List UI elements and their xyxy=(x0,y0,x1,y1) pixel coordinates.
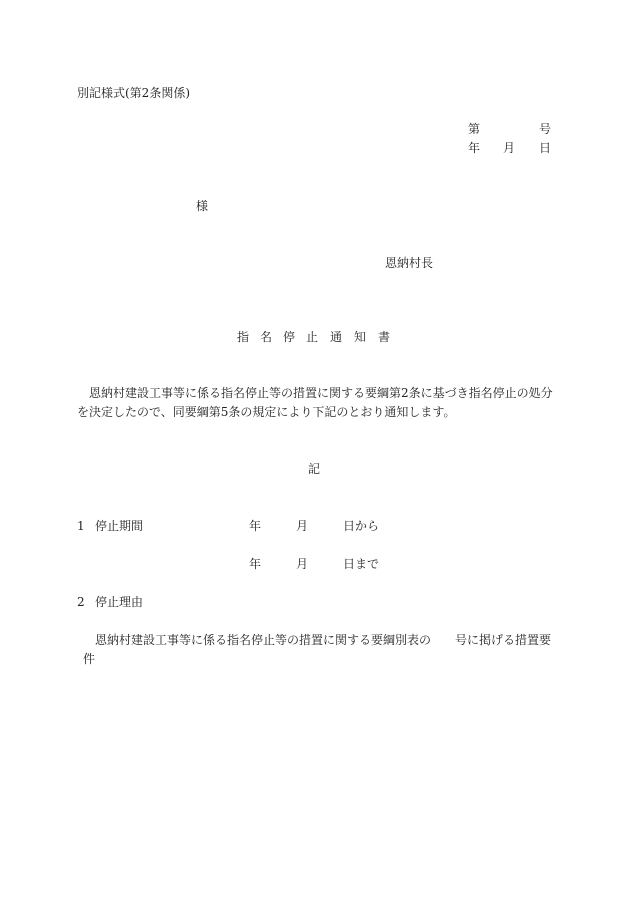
issuer-name: 恩納村長 xyxy=(385,256,434,270)
body-line-1: 恩納村建設工事等に係る指名停止等の措置に関する要綱第2条に基づき指名停止の処分 xyxy=(89,386,553,400)
item2-number: 2 xyxy=(77,595,85,609)
item1-to-year: 年 xyxy=(249,557,262,571)
ki-label: 記 xyxy=(308,462,321,476)
date-year: 年 xyxy=(468,141,481,155)
title-char: 指 xyxy=(237,330,250,344)
title-char: 停 xyxy=(283,330,296,344)
item1-to-day: 日まで xyxy=(343,557,380,571)
number-prefix: 第 xyxy=(468,122,481,136)
item1-from-year: 年 xyxy=(249,519,262,533)
item2-label: 停止理由 xyxy=(95,595,144,609)
item1-label: 停止期間 xyxy=(95,519,144,533)
item1-number: 1 xyxy=(77,519,85,533)
title-char: 通 xyxy=(330,330,343,344)
item1-from-day: 日から xyxy=(343,519,380,533)
title-char: 止 xyxy=(306,330,319,344)
item2-reason-part2: 号に掲げる措置要 xyxy=(455,633,552,647)
title-char: 知 xyxy=(354,330,367,344)
title-char: 名 xyxy=(260,330,273,344)
title-char: 書 xyxy=(378,330,391,344)
item2-reason-part1: 恩納村建設工事等に係る指名停止等の措置に関する要綱別表の xyxy=(95,633,432,647)
date-month: 月 xyxy=(503,141,516,155)
body-line-2: を決定したので、同要綱第5条の規定により下記のとおり通知します。 xyxy=(77,405,456,419)
form-label: 別記様式(第2条関係) xyxy=(77,86,190,100)
number-suffix: 号 xyxy=(539,122,552,136)
recipient-honorific: 様 xyxy=(196,199,209,213)
item1-to-month: 月 xyxy=(296,557,309,571)
item1-from-month: 月 xyxy=(296,519,309,533)
item2-reason-line2: 件 xyxy=(83,652,96,666)
date-day: 日 xyxy=(539,141,552,155)
